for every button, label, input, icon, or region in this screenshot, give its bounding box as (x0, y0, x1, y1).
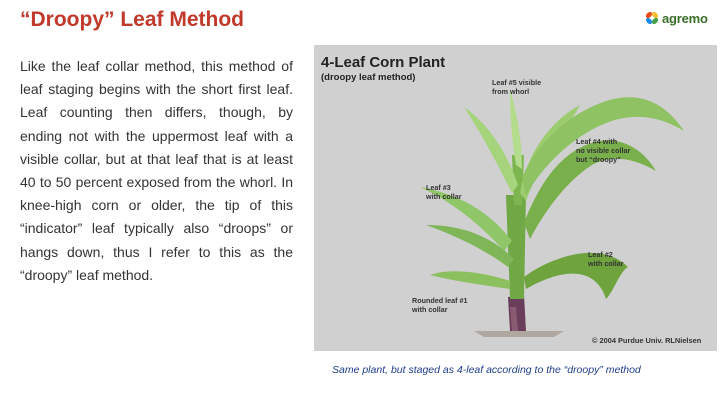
slide-title: “Droopy” Leaf Method (20, 8, 244, 31)
image-subtitle: (droopy leaf method) (321, 72, 416, 83)
label-leaf-2: Leaf #2 with collar (588, 250, 624, 268)
corn-plant-photo (314, 45, 717, 351)
agremo-logo (644, 10, 708, 26)
label-leaf-1: Rounded leaf #1 with collar (412, 296, 468, 314)
label-leaf-3: Leaf #3 with collar (426, 183, 462, 201)
body-paragraph: Like the leaf collar method, this method of leaf staging begins with the short first leaf. Leaf counting then differs, though, by ending not with the uppermost leaf with a visible collar, but at that leaf that is at least 40 to 50 percent exposed from the whorl. In knee-high corn or older, the tip of this “indicator” leaf typically also “droops” or hangs down, thus I refer to this as the “droopy” leaf method. (20, 58, 293, 283)
image-copyright: © 2004 Purdue Univ. RLNielsen (592, 336, 702, 345)
label-leaf-4: Leaf #4 with no visible collar but “droopy” (576, 137, 631, 164)
image-title: 4-Leaf Corn Plant (321, 54, 446, 71)
image-caption: Same plant, but staged as 4-leaf according to the “droopy” method (332, 364, 641, 376)
label-leaf-5: Leaf #5 visible from whorl (492, 78, 542, 96)
leaf-cluster-icon (644, 10, 660, 26)
logo-wordmark: agremo (662, 10, 708, 26)
